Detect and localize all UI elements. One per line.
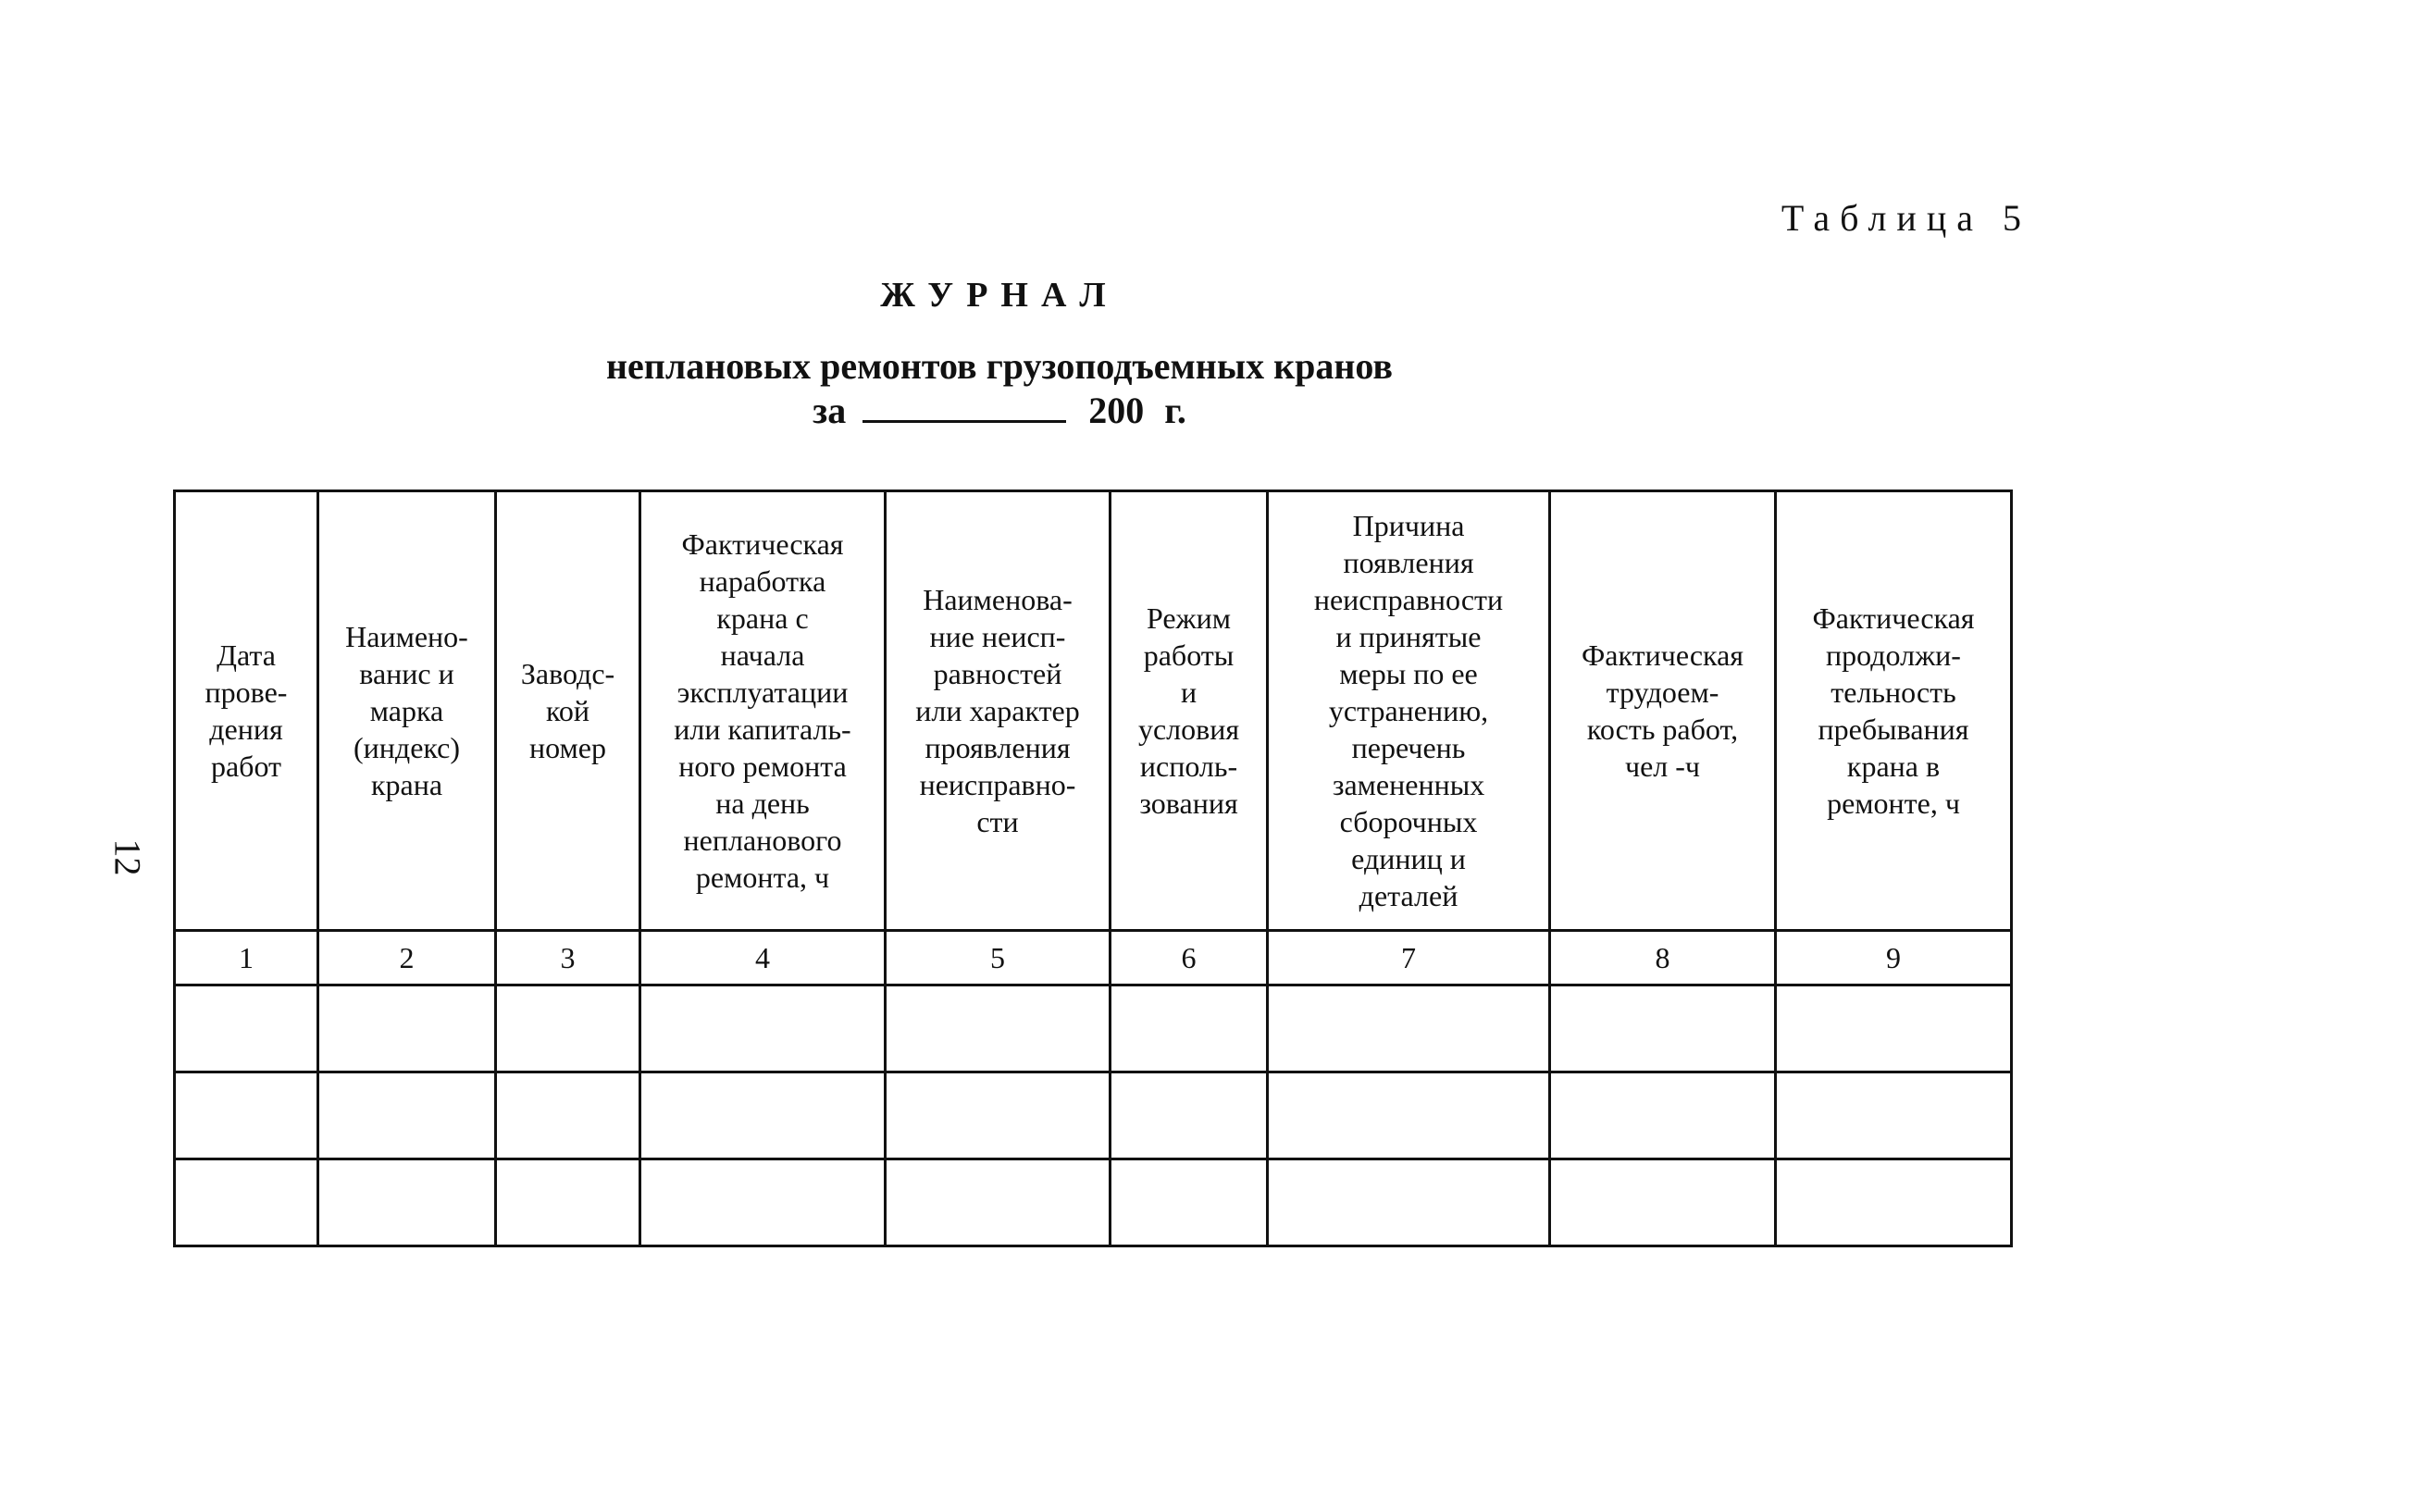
column-header-duration bbox=[1776, 491, 2012, 931]
column-number: 6 bbox=[1111, 931, 1268, 985]
column-header-cause bbox=[1268, 491, 1550, 931]
table-cell bbox=[1111, 985, 1268, 1072]
period-year: 200 bbox=[1088, 390, 1145, 431]
table-label: Таблица 5 bbox=[1781, 197, 2031, 239]
column-number: 3 bbox=[496, 931, 640, 985]
table-cell bbox=[318, 985, 496, 1072]
column-header-crane-name-text: Наимено- ванис и марка (индекс) крана bbox=[345, 620, 468, 801]
column-number: 8 bbox=[1550, 931, 1776, 985]
column-number: 5 bbox=[886, 931, 1111, 985]
document-title: ЖУРНАЛ bbox=[880, 276, 1119, 315]
column-header-labor bbox=[1550, 491, 1776, 931]
journal-table bbox=[173, 490, 2013, 1247]
column-header-crane-name bbox=[318, 491, 496, 931]
period-suffix: г. bbox=[1164, 390, 1186, 431]
column-number: 1 bbox=[175, 931, 318, 985]
column-header-malfunction bbox=[886, 491, 1111, 931]
table-cell bbox=[496, 1159, 640, 1246]
column-number: 7 bbox=[1268, 931, 1550, 985]
header-row bbox=[175, 491, 2012, 931]
column-header-malfunction-text: Наименова- ние неисп- равностей или характер проявления неисправно- сти bbox=[915, 583, 1080, 838]
table-cell bbox=[1111, 1072, 1268, 1159]
table-row bbox=[175, 1159, 2012, 1246]
column-number: 2 bbox=[318, 931, 496, 985]
table-cell bbox=[640, 985, 886, 1072]
table-cell bbox=[496, 1072, 640, 1159]
table-cell bbox=[640, 1159, 886, 1246]
column-header-cause-text: Причина появления неисправности и принятые меры по ее устранению, перечень замененных сборочных единиц и деталей bbox=[1313, 509, 1504, 912]
column-header-mode bbox=[1111, 491, 1268, 931]
table-cell bbox=[318, 1159, 496, 1246]
column-header-duration-text: Фактическая продолжи- тельность пребывания крана в ремонте, ч bbox=[1812, 601, 1975, 820]
period-blank-line bbox=[863, 389, 1066, 423]
table-cell bbox=[886, 1159, 1111, 1246]
table-cell bbox=[886, 1072, 1111, 1159]
column-header-labor-text: Фактическая трудоем- кость работ, чел -ч bbox=[1582, 638, 1744, 783]
table-cell bbox=[496, 985, 640, 1072]
table-cell bbox=[1776, 985, 2012, 1072]
table-row bbox=[175, 985, 2012, 1072]
column-header-mode-text: Режим работы и условия исполь- зования bbox=[1137, 601, 1240, 820]
period-prefix: за bbox=[813, 390, 847, 431]
table-cell bbox=[886, 985, 1111, 1072]
table-cell bbox=[1268, 1159, 1550, 1246]
page-number: 12 bbox=[106, 838, 149, 876]
document-subtitle: неплановых ремонтов грузоподъемных кранов bbox=[605, 345, 1394, 387]
table-cell bbox=[175, 985, 318, 1072]
column-number: 9 bbox=[1776, 931, 2012, 985]
table-cell bbox=[1268, 1072, 1550, 1159]
table-cell bbox=[1776, 1072, 2012, 1159]
column-header-operating-hours bbox=[640, 491, 886, 931]
table-cell bbox=[1776, 1159, 2012, 1246]
column-header-operating-hours-text: Фактическая наработка крана с начала эксплуатации или капиталь- ного ремонта на день непланового ремонта, ч bbox=[674, 527, 851, 894]
column-header-factory-number bbox=[496, 491, 640, 931]
column-header-factory-number-text: Заводс- кой номер bbox=[520, 657, 615, 764]
document-period bbox=[0, 389, 1999, 432]
table-cell bbox=[318, 1072, 496, 1159]
table-cell bbox=[175, 1159, 318, 1246]
table-row bbox=[175, 1072, 2012, 1159]
table-cell bbox=[1550, 985, 1776, 1072]
column-header-date-text: Дата прове- дения работ bbox=[205, 638, 288, 783]
table-cell bbox=[640, 1072, 886, 1159]
table-cell bbox=[175, 1072, 318, 1159]
table-cell bbox=[1268, 985, 1550, 1072]
table-cell bbox=[1550, 1072, 1776, 1159]
column-number-row bbox=[175, 931, 2012, 985]
column-number: 4 bbox=[640, 931, 886, 985]
table-cell bbox=[1550, 1159, 1776, 1246]
table-cell bbox=[1111, 1159, 1268, 1246]
column-header-date bbox=[175, 491, 318, 931]
